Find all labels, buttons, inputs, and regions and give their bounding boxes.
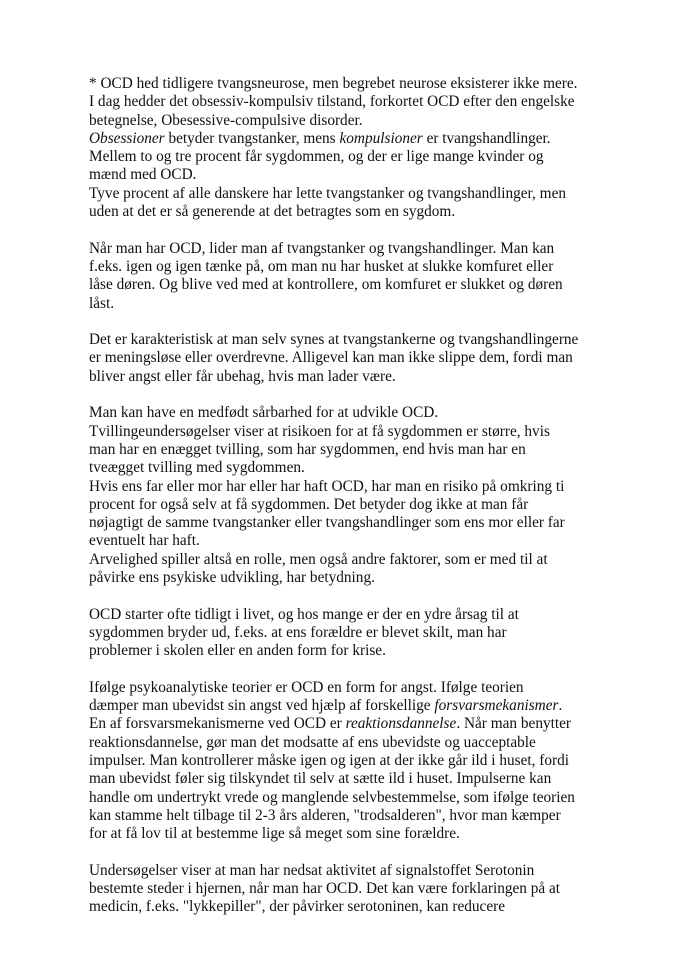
text-run: uden at det er så generende at det betragtes som en sygdom. xyxy=(89,203,456,221)
text-run: Tyve procent af alle danskere har lette tvangstanker og tvangshandlinger, men xyxy=(89,184,567,202)
text-line xyxy=(89,112,620,130)
text-line xyxy=(89,789,620,807)
text-run: reaktionsdannelse, gør man det modsatte af ens ubevidste og uacceptable xyxy=(89,733,536,751)
paragraph xyxy=(89,679,620,844)
text-line xyxy=(89,276,620,294)
text-run: Tvillingeundersøgelser viser at risikoen for at få sygdommen er større, hvis xyxy=(89,422,550,440)
text-line xyxy=(89,514,620,532)
text-line xyxy=(89,734,620,752)
text-run: bliver angst eller får ubehag, hvis man lader være. xyxy=(89,367,396,385)
paragraph xyxy=(89,240,620,313)
paragraph xyxy=(89,75,620,221)
text-run: Mellem to og tre procent får sygdommen, og der er lige mange kvinder og xyxy=(89,148,544,166)
text-line xyxy=(89,404,620,422)
text-line xyxy=(89,642,620,660)
text-line xyxy=(89,148,620,166)
text-run: påvirke ens psykiske udvikling, har betydning. xyxy=(89,569,375,587)
text-run: OCD starter ofte tidligt i livet, og hos mange er der en ydre årsag til at xyxy=(89,605,519,623)
text-line xyxy=(89,697,620,715)
text-line xyxy=(89,185,620,203)
text-run: Man kan have en medfødt sårbarhed for at udvikle OCD. xyxy=(89,404,439,422)
paragraph xyxy=(89,331,620,386)
text-line xyxy=(89,459,620,477)
text-run: Når man har OCD, lider man af tvangstanker og tvangshandlinger. Man kan xyxy=(89,239,555,257)
text-line xyxy=(89,770,620,788)
text-run: I dag hedder det obsessiv-kompulsiv tilstand, forkortet OCD efter den engelske xyxy=(89,93,575,111)
text-run: bestemte steder i hjernen, når man har OCD. Det kan være forklaringen på at xyxy=(89,880,561,898)
text-line xyxy=(89,166,620,184)
text-line xyxy=(89,606,620,624)
text-line xyxy=(89,532,620,550)
text-run: medicin, f.eks. "lykkepiller", der påvirker serotoninen, kan reducere xyxy=(89,898,505,916)
text-line xyxy=(89,331,620,349)
italic-term: forsvarsmekanismer xyxy=(434,697,559,715)
text-run: man ubevidst føler sig tilskyndet til selv at sætte ild i huset. Impulserne kan xyxy=(89,770,552,788)
text-run: impulser. Man kontrollerer måske igen og igen at der ikke går ild i huset, fordi xyxy=(89,751,570,769)
text-run: er tvangshandlinger. xyxy=(422,129,551,147)
text-run: man har en enægget tvilling, som har sygdommen, end hvis man har en xyxy=(89,440,526,458)
text-line xyxy=(89,569,620,587)
paragraph xyxy=(89,404,620,587)
text-run: En af forsvarsmekanismerne ved OCD er xyxy=(89,715,346,733)
text-line xyxy=(89,862,620,880)
paragraph xyxy=(89,606,620,661)
text-line xyxy=(89,624,620,642)
text-line xyxy=(89,258,620,276)
paragraph xyxy=(89,862,620,917)
text-line xyxy=(89,898,620,916)
text-run: Hvis ens far eller mor har eller har haft OCD, har man en risiko på omkring ti xyxy=(89,477,565,495)
text-run: Arvelighed spiller altså en rolle, men også andre faktorer, som er med til at xyxy=(89,550,548,568)
text-run: betegnelse, Obesessive-compulsive disorder. xyxy=(89,111,363,129)
text-run: problemer i skolen eller en anden form for krise. xyxy=(89,642,386,660)
text-run: kan stamme helt tilbage til 2-3 års alderen, "trodsalderen", hvor man kæmper xyxy=(89,806,561,824)
text-line xyxy=(89,130,620,148)
text-line xyxy=(89,807,620,825)
text-line xyxy=(89,368,620,386)
text-line xyxy=(89,825,620,843)
text-run: sygdommen bryder ud, f.eks. at ens forældre er blevet skilt, man har xyxy=(89,623,507,641)
text-run: mænd med OCD. xyxy=(89,166,197,184)
text-run: er meningsløse eller overdrevne. Alligevel kan man ikke slippe dem, fordi man xyxy=(89,349,573,367)
text-line xyxy=(89,349,620,367)
text-line xyxy=(89,203,620,221)
text-run: eventuelt har haft. xyxy=(89,532,200,550)
text-run: for at få lov til at bestemme lige så meget som sine forældre. xyxy=(89,825,460,843)
italic-term: reaktionsdannelse xyxy=(345,715,457,733)
text-run: Ifølge psykoanalytiske teorier er OCD en form for angst. Ifølge teorien xyxy=(89,678,524,696)
text-run: f.eks. igen og igen tænke på, om man nu har husket at slukke komfuret eller xyxy=(89,257,554,275)
text-line xyxy=(89,679,620,697)
text-run: låse døren. Og blive ved med at kontrollere, om komfuret er slukket og døren xyxy=(89,276,563,294)
text-run: handle om undertrykt vrede og manglende selvbestemmelse, som ifølge teorien xyxy=(89,788,575,806)
text-line xyxy=(89,295,620,313)
text-line xyxy=(89,423,620,441)
text-run: . Når man benytter xyxy=(456,715,571,733)
text-line xyxy=(89,441,620,459)
text-run: låst. xyxy=(89,294,115,312)
text-run: dæmper man ubevidst sin angst ved hjælp af forskellige xyxy=(89,697,435,715)
text-run: tveægget tvilling med sygdommen. xyxy=(89,459,305,477)
text-line xyxy=(89,551,620,569)
text-run: . xyxy=(558,697,563,715)
text-line xyxy=(89,93,620,111)
text-run: nøjagtigt de samme tvangstanker eller tvangshandlinger som ens mor eller far xyxy=(89,514,565,532)
italic-term: Obsessioner xyxy=(89,129,165,147)
text-line xyxy=(89,478,620,496)
text-run: Undersøgelser viser at man har nedsat aktivitet af signalstoffet Serotonin xyxy=(89,861,535,879)
text-line xyxy=(89,240,620,258)
text-line xyxy=(89,752,620,770)
text-run: procent for også selv at få sygdommen. Det betyder dog ikke at man får xyxy=(89,495,529,513)
italic-term: kompulsioner xyxy=(339,129,423,147)
text-run: Det er karakteristisk at man selv synes at tvangstankerne og tvangshandlingerne xyxy=(89,331,579,349)
text-line xyxy=(89,75,620,93)
text-run: * OCD hed tidligere tvangsneurose, men begrebet neurose eksisterer ikke mere. xyxy=(89,75,578,92)
text-line xyxy=(89,496,620,514)
text-line xyxy=(89,880,620,898)
text-run: betyder tvangstanker, mens xyxy=(164,129,340,147)
text-line xyxy=(89,715,620,733)
